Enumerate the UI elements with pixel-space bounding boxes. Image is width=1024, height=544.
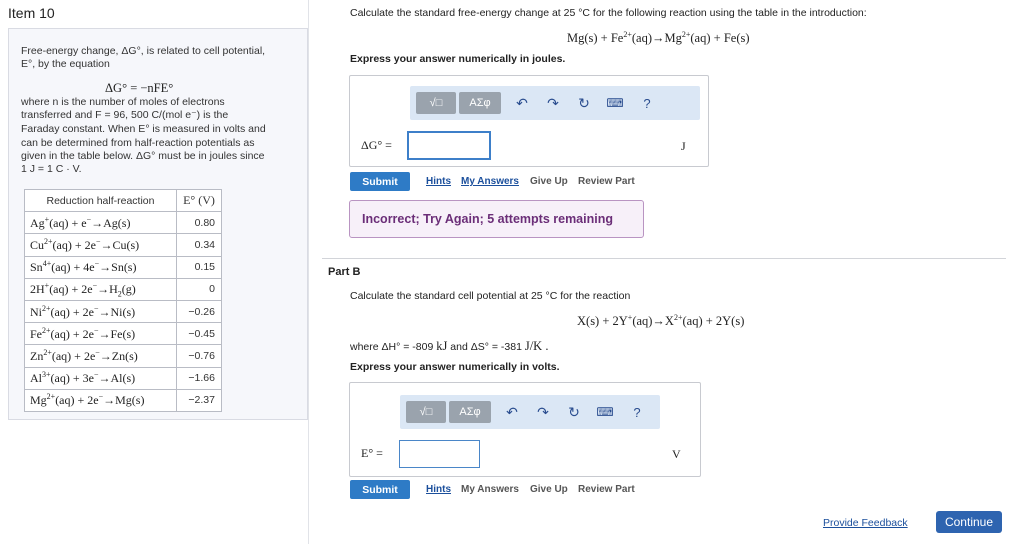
part-b-hints-link[interactable]: Hints: [426, 484, 451, 495]
potential-value: 0.34: [177, 234, 222, 256]
redo-icon[interactable]: ↷: [537, 403, 549, 420]
undo-icon[interactable]: ↶: [506, 403, 518, 420]
left-panel: [0, 0, 307, 544]
part-a-instruction: Express your answer numerically in joules.: [350, 53, 566, 65]
reaction-fe: $Fe^{2+}(aq) + 2e^-\to Fe(s)$: [25, 323, 177, 345]
part-a-my-answers-link[interactable]: My Answers: [461, 176, 519, 187]
reaction-mg: $Mg^{2+}(aq) + 2e^-\to Mg(s)$: [25, 389, 177, 411]
part-a-toolbar: [410, 86, 700, 120]
potential-value: −0.45: [177, 323, 222, 345]
potential-value: 0: [177, 278, 222, 300]
potential-value: 0.15: [177, 256, 222, 278]
part-divider: [322, 258, 1006, 259]
intro-para-4: can be determined from half-reaction potentials as: [21, 137, 255, 149]
part-a-unit: J: [681, 139, 686, 153]
reset-icon[interactable]: ↻: [568, 403, 580, 420]
table-row: [25, 389, 222, 411]
greek-symbols-button[interactable]: ΑΣφ: [449, 401, 491, 423]
potential-value: −0.76: [177, 345, 222, 367]
table-header-row: [25, 190, 222, 212]
reaction-h: $2H^+(aq) + 2e^-\to H_2(g)$: [25, 278, 177, 300]
provide-feedback-link[interactable]: Provide Feedback: [823, 517, 908, 529]
part-b-conditions: [350, 339, 548, 354]
ds-value: -381: [500, 341, 522, 353]
reaction-cu: $Cu^{2+}(aq) + 2e^-\to Cu(s)$: [25, 234, 177, 256]
table-row: [25, 256, 222, 278]
intro-line-1: Free-energy change, ΔG°, is related to cell potential,: [21, 45, 266, 57]
part-b-answer-label: E° =: [361, 446, 383, 460]
part-a-give-up-link[interactable]: Give Up: [530, 176, 568, 187]
templates-button[interactable]: √□: [406, 401, 446, 423]
part-b-reaction: $X(s) + 2Y^+(aq)\to X^{2+}(aq) + 2Y(s)$: [577, 313, 745, 329]
panel-divider: [308, 0, 309, 544]
help-button[interactable]: ?: [643, 95, 651, 111]
potential-value: −0.26: [177, 300, 222, 322]
dh-value: -809: [412, 341, 434, 353]
half-reaction-table: [24, 189, 222, 412]
intro-para-2: transferred and F = 96, 500 C/(mol e⁻) is the: [21, 109, 229, 121]
table-row: [25, 323, 222, 345]
part-a-answer-label: ΔG° =: [361, 138, 392, 152]
table-row: [25, 278, 222, 300]
table-row: [25, 212, 222, 234]
free-energy-equation: ΔG° = −nFE°: [105, 81, 174, 95]
undo-icon[interactable]: ↶: [516, 94, 528, 111]
greek-symbols-button[interactable]: ΑΣφ: [459, 92, 501, 114]
potential-value: −2.37: [177, 389, 222, 411]
help-button[interactable]: ?: [633, 404, 641, 420]
part-a-review-part-link[interactable]: Review Part: [578, 176, 635, 187]
part-b-unit: V: [672, 447, 681, 461]
part-b-my-answers-link[interactable]: My Answers: [461, 484, 519, 495]
keyboard-icon[interactable]: ⌨: [596, 405, 614, 419]
part-a-answer-box: [349, 75, 709, 167]
table-row: [25, 234, 222, 256]
header-reaction: Reduction half-reaction: [25, 190, 177, 212]
continue-button[interactable]: Continue: [936, 511, 1002, 533]
dh-prefix: where ΔH° =: [350, 341, 410, 353]
part-b-title: Part B: [328, 266, 361, 278]
potential-value: −1.66: [177, 367, 222, 389]
part-b-submit-button[interactable]: Submit: [350, 480, 410, 499]
part-a-reaction: $Mg(s) + Fe^{2+}(aq)\to Mg^{2+}(aq) + Fe(s)$: [567, 30, 750, 46]
ds-unit: J/K .: [524, 339, 549, 353]
reaction-ni: $Ni^{2+}(aq) + 2e^-\to Ni(s)$: [25, 300, 177, 322]
part-a-submit-button[interactable]: Submit: [350, 172, 410, 191]
part-b-toolbar: [400, 395, 660, 429]
item-title: Item 10: [8, 5, 55, 21]
table-row: [25, 367, 222, 389]
potential-value: 0.80: [177, 212, 222, 234]
part-b-instruction: Express your answer numerically in volts.: [350, 361, 560, 373]
intro-para-6: 1 J = 1 C · V.: [21, 163, 82, 175]
part-b-answer-input[interactable]: [399, 440, 480, 468]
redo-icon[interactable]: ↷: [547, 94, 559, 111]
reaction-sn: $Sn^{4+}(aq) + 4e^-\to Sn(s)$: [25, 256, 177, 278]
introduction-box: [8, 28, 308, 420]
intro-para-1: where n is the number of moles of electrons: [21, 96, 225, 108]
table-row: [25, 345, 222, 367]
reaction-zn: $Zn^{2+}(aq) + 2e^-\to Zn(s)$: [25, 345, 177, 367]
part-b-answer-box: [349, 382, 701, 477]
ds-prefix: and ΔS° =: [450, 341, 498, 353]
part-b-question: Calculate the standard cell potential at 25 °C for the reaction: [350, 290, 631, 302]
dh-unit: kJ: [436, 339, 448, 353]
reset-icon[interactable]: ↻: [578, 94, 590, 111]
keyboard-icon[interactable]: ⌨: [606, 96, 624, 110]
part-b-review-part-link[interactable]: Review Part: [578, 484, 635, 495]
intro-para-3: Faraday constant. When E° is measured in volts and: [21, 123, 266, 135]
incorrect-feedback: Incorrect; Try Again; 5 attempts remaining: [349, 200, 644, 238]
reaction-ag: Ag+(aq) + e−→Ag(s): [25, 212, 177, 234]
table-row: [25, 300, 222, 322]
part-b-give-up-link[interactable]: Give Up: [530, 484, 568, 495]
reaction-al: $Al^{3+}(aq) + 3e^-\to Al(s)$: [25, 367, 177, 389]
header-potential: E° (V): [177, 190, 222, 212]
templates-button[interactable]: √□: [416, 92, 456, 114]
intro-line-2: E°, by the equation: [21, 58, 110, 70]
part-a-question: Calculate the standard free-energy change at 25 °C for the following reaction using the table in the introduction:: [350, 7, 867, 19]
part-a-answer-input[interactable]: [407, 131, 491, 160]
part-a-hints-link[interactable]: Hints: [426, 176, 451, 187]
intro-para-5: given in the table below. ΔG° must be in joules since: [21, 150, 265, 162]
